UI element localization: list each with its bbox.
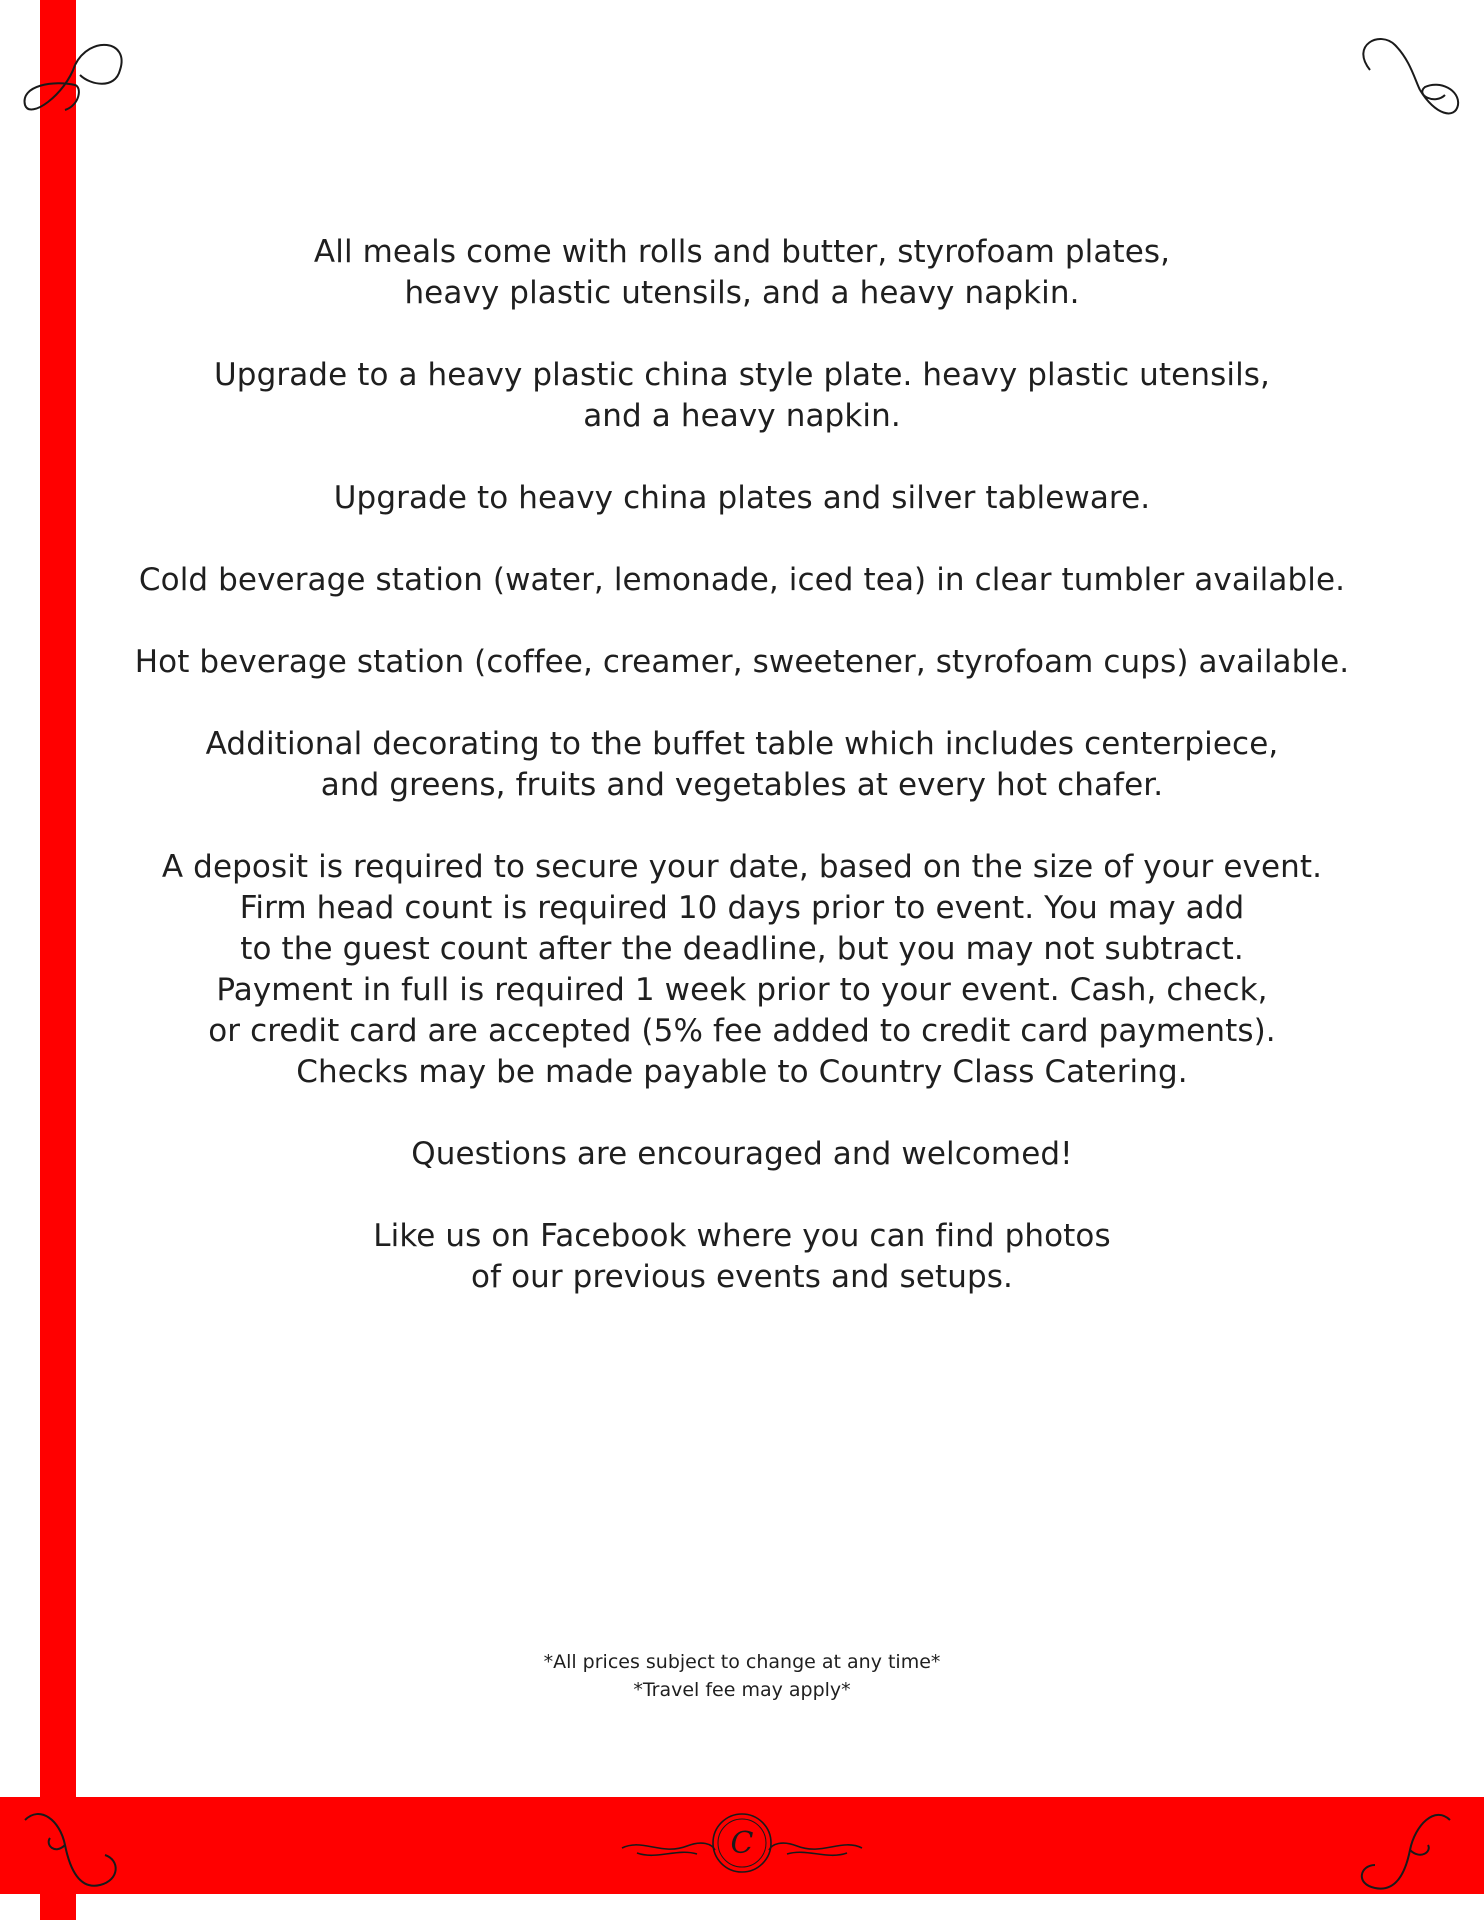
text-line: of our previous events and setups.: [471, 1259, 1013, 1295]
text-line: Firm head count is required 10 days prior to event. You may add: [239, 890, 1245, 926]
footnote-prices: *All prices subject to change at any time*: [543, 1651, 941, 1673]
text-line: Like us on Facebook where you can find photos: [373, 1218, 1111, 1254]
text-line: Additional decorating to the buffet table which includes centerpiece,: [205, 726, 1279, 762]
text-line: Upgrade to heavy china plates and silver tableware.: [333, 480, 1151, 516]
text-line: A deposit is required to secure your date, based on the size of your event.: [161, 849, 1323, 885]
paragraph-deposit-payment: [76, 847, 1408, 1093]
monogram-seal-icon: [617, 1808, 867, 1878]
text-line: Questions are encouraged and welcomed!: [411, 1136, 1073, 1172]
info-text-block: [76, 232, 1408, 1339]
corner-flourish-icon: [20, 25, 130, 135]
corner-flourish-icon: [20, 1800, 130, 1910]
paragraph-facebook: [76, 1216, 1408, 1298]
text-line: and greens, fruits and vegetables at every hot chafer.: [320, 767, 1164, 803]
text-line: to the guest count after the deadline, but you may not subtract.: [240, 931, 1244, 967]
text-line: Payment in full is required 1 week prior to your event. Cash, check,: [216, 972, 1268, 1008]
text-line: heavy plastic utensils, and a heavy napkin.: [404, 275, 1080, 311]
text-line: Hot beverage station (coffee, creamer, sweetener, styrofoam cups) available.: [134, 644, 1350, 680]
monogram-letter: C: [730, 1826, 754, 1861]
text-line: and a heavy napkin.: [583, 398, 901, 434]
corner-flourish-icon: [1350, 25, 1460, 135]
footnote-travel: *Travel fee may apply*: [633, 1679, 851, 1701]
paragraph-cold-beverage: [76, 560, 1408, 601]
text-line: All meals come with rolls and butter, styrofoam plates,: [313, 234, 1171, 270]
paragraph-questions: [76, 1134, 1408, 1175]
text-line: Checks may be made payable to Country Class Catering.: [296, 1054, 1188, 1090]
corner-flourish-icon: [1350, 1800, 1460, 1910]
footnote-block: [76, 1648, 1408, 1704]
text-line: or credit card are accepted (5% fee added to credit card payments).: [208, 1013, 1276, 1049]
paragraph-plastic-upgrade: [76, 355, 1408, 437]
paragraph-decorating: [76, 724, 1408, 806]
left-red-border: [40, 0, 76, 1920]
text-line: Upgrade to a heavy plastic china style plate. heavy plastic utensils,: [214, 357, 1270, 393]
paragraph-china-upgrade: [76, 478, 1408, 519]
paragraph-hot-beverage: [76, 642, 1408, 683]
paragraph-meal-includes: [76, 232, 1408, 314]
text-line: Cold beverage station (water, lemonade, iced tea) in clear tumbler available.: [138, 562, 1346, 598]
